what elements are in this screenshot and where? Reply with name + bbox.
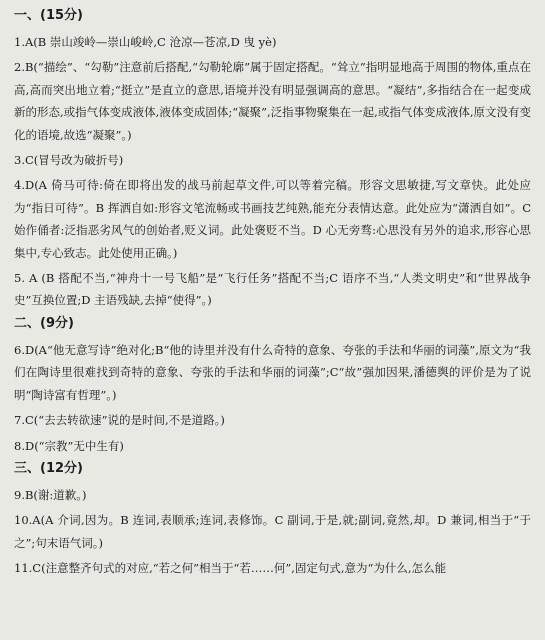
section-heading: 二、(9分) <box>14 315 74 331</box>
answer-item-2: 2.B(“描绘”、“勾勒”注意前后搭配,“勾勒轮廓”属于固定搭配。“耸立”指明显地高于周围的物体,重点在高,高而突出地立着;“挺立”是直立的意思,语境并没有明显强调高的意思。“凝结”,多指结合在一起变成新的形态,或指气体变成液体,液体变成固体;“凝聚”,泛指事物聚集在一起,或指气体变成液体,原文没有变化的语境,故选“凝聚”。) <box>14 60 531 142</box>
answer-item-6: 6.D(A“他无意写诗”绝对化;B“他的诗里并没有什么奇特的意象、夸张的手法和华丽的词藻”,原文为“我们在陶诗里很难找到奇特的意象、夸张的手法和华丽的词藻”;C“故”强加因果,潘德舆的评价是为了说明“陶诗富有哲理”。) <box>14 342 531 402</box>
answer-item-3: 3.C(冒号改为破折号) <box>14 153 124 168</box>
section-2 <box>14 315 531 457</box>
answer-item-8: 8.D(“宗教”无中生有) <box>14 438 124 453</box>
section-heading: 三、(12分) <box>14 460 83 476</box>
section-1 <box>14 7 531 312</box>
answer-item-11: 11.C(注意整齐句式的对应,“若之何”相当于“若……何”,固定句式,意为“为什么,怎么能 <box>14 561 447 576</box>
answer-item-7: 7.C(“去去转欲速”说的是时间,不是道路。) <box>14 413 225 428</box>
section-3 <box>14 460 531 580</box>
answer-item-9: 9.B(谢:道歉。) <box>14 487 87 502</box>
answer-item-5: 5. A (B 搭配不当,“神舟十一号飞船”是“飞行任务”搭配不当;C 语序不当,“人类文明史”和“世界战争史”互换位置;D 主语残缺,去掉“使得”。) <box>14 271 531 308</box>
answer-item-4: 4.D(A 倚马可待:倚在即将出发的战马前起草文件,可以等着完稿。形容文思敏捷,写文章快。此处应为“指日可待”。B 挥洒自如:形容文笔流畅或书画技艺纯熟,能充分表情达意。此处应为“潇洒自如”。C 始作俑者:泛指恶劣风气的创始者,贬义词。此处褒贬不当。D 心无旁骛:心思没有另外的追求,形容心思集中,专心致志。此处使用正确。) <box>14 178 531 260</box>
section-heading: 一、(15分) <box>14 8 83 23</box>
answer-item-10: 10.A(A 介词,因为。B 连词,表顺承;连词,表修饰。C 副词,于是,就;副词,竟然,却。D 兼词,相当于“于之”;句末语气词。) <box>14 513 531 550</box>
answer-item-1: 1.A(B 崇山竣岭—崇山峻岭,C 沧凉—苍凉,D 曳 yè) <box>14 35 277 49</box>
